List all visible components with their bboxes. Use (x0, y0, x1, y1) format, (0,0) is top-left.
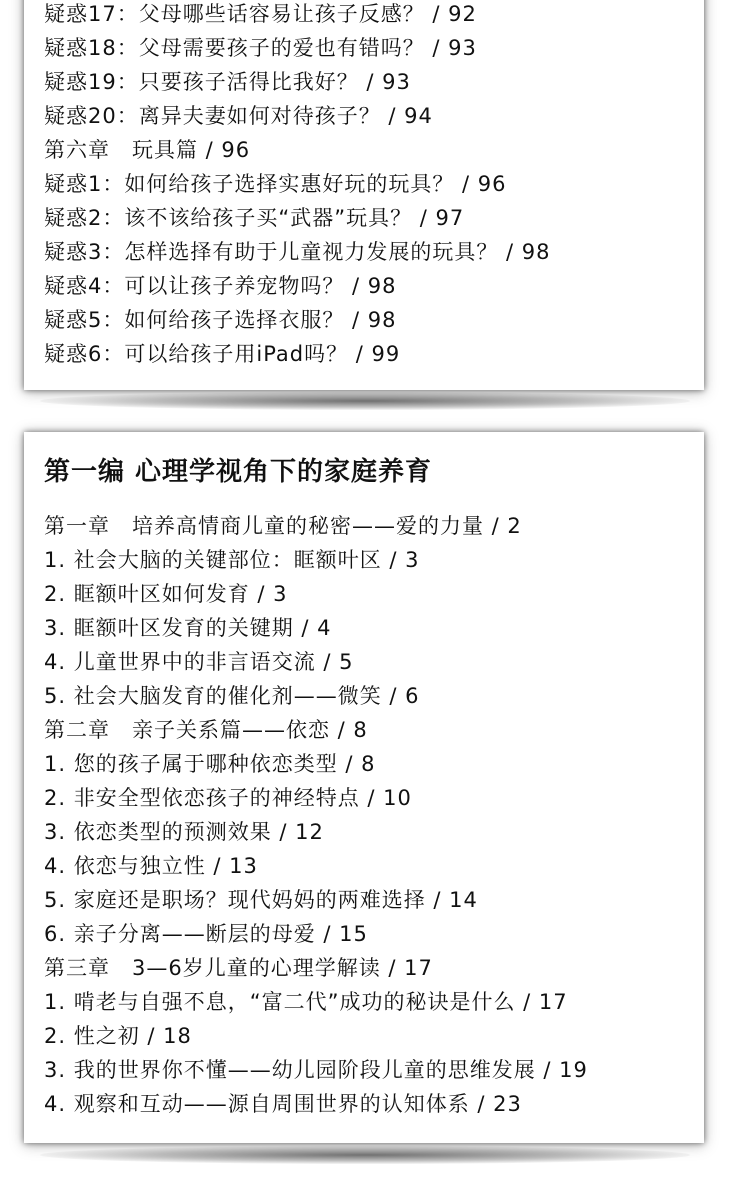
toc-entry: 4. 观察和互动——源自周围世界的认知体系 / 23 (44, 1092, 522, 1116)
toc-entry: 3. 依恋类型的预测效果 / 12 (44, 820, 324, 844)
toc-entry: 疑惑4：可以让孩子养宠物吗？ / 98 (44, 274, 397, 298)
toc-entry: 3. 眶额叶区发育的关键期 / 4 (44, 616, 332, 640)
toc-entry: 疑惑1：如何给孩子选择实惠好玩的玩具？ / 96 (44, 172, 507, 196)
toc-card-top (24, 0, 704, 390)
toc-entry: 1. 社会大脑的关键部位：眶额叶区 / 3 (44, 548, 420, 572)
toc-entry: 6. 亲子分离——断层的母爱 / 15 (44, 922, 368, 946)
toc-entry: 3. 我的世界你不懂——幼儿园阶段儿童的思维发展 / 19 (44, 1058, 588, 1082)
chapter-heading: 第三章 3—6岁儿童的心理学解读 / 17 (44, 956, 433, 980)
toc-entry: 疑惑19：只要孩子活得比我好？ / 93 (44, 70, 411, 94)
toc-card-bottom (24, 432, 704, 1143)
toc-entry: 5. 家庭还是职场？现代妈妈的两难选择 / 14 (44, 888, 478, 912)
toc-entry: 疑惑18：父母需要孩子的爱也有错吗？ / 93 (44, 36, 477, 60)
toc-entry: 疑惑6：可以给孩子用iPad吗？ / 99 (44, 342, 401, 366)
toc-entry: 疑惑20：离异夫妻如何对待孩子？ / 94 (44, 104, 433, 128)
toc-entry: 4. 依恋与独立性 / 13 (44, 854, 258, 878)
card-shadow (40, 392, 690, 410)
card-shadow (40, 1146, 690, 1164)
toc-entry: 疑惑2：该不该给孩子买“武器”玩具？ / 97 (44, 206, 465, 230)
chapter-heading: 第六章 玩具篇 / 96 (44, 138, 251, 162)
toc-list-top (44, 0, 692, 371)
chapter-heading: 第一章 培养高情商儿童的秘密——爱的力量 / 2 (44, 514, 522, 538)
toc-entry: 4. 儿童世界中的非言语交流 / 5 (44, 650, 354, 674)
toc-entry: 疑惑17：父母哪些话容易让孩子反感？ / 92 (44, 2, 477, 26)
part-title: 第一编 心理学视角下的家庭养育 (44, 457, 433, 487)
toc-entry: 2. 眶额叶区如何发育 / 3 (44, 582, 288, 606)
toc-entry: 疑惑5：如何给孩子选择衣服？ / 98 (44, 308, 397, 332)
toc-entry: 疑惑3：怎样选择有助于儿童视力发展的玩具？ / 98 (44, 240, 551, 264)
toc-list-bottom (44, 509, 692, 1121)
toc-entry: 5. 社会大脑发育的催化剂——微笑 / 6 (44, 684, 420, 708)
toc-entry: 2. 非安全型依恋孩子的神经特点 / 10 (44, 786, 412, 810)
toc-entry: 2. 性之初 / 18 (44, 1024, 192, 1048)
chapter-heading: 第二章 亲子关系篇——依恋 / 8 (44, 718, 368, 742)
toc-entry: 1. 您的孩子属于哪种依恋类型 / 8 (44, 752, 376, 776)
toc-entry: 1. 啃老与自强不息，“富二代”成功的秘诀是什么 / 17 (44, 990, 568, 1014)
